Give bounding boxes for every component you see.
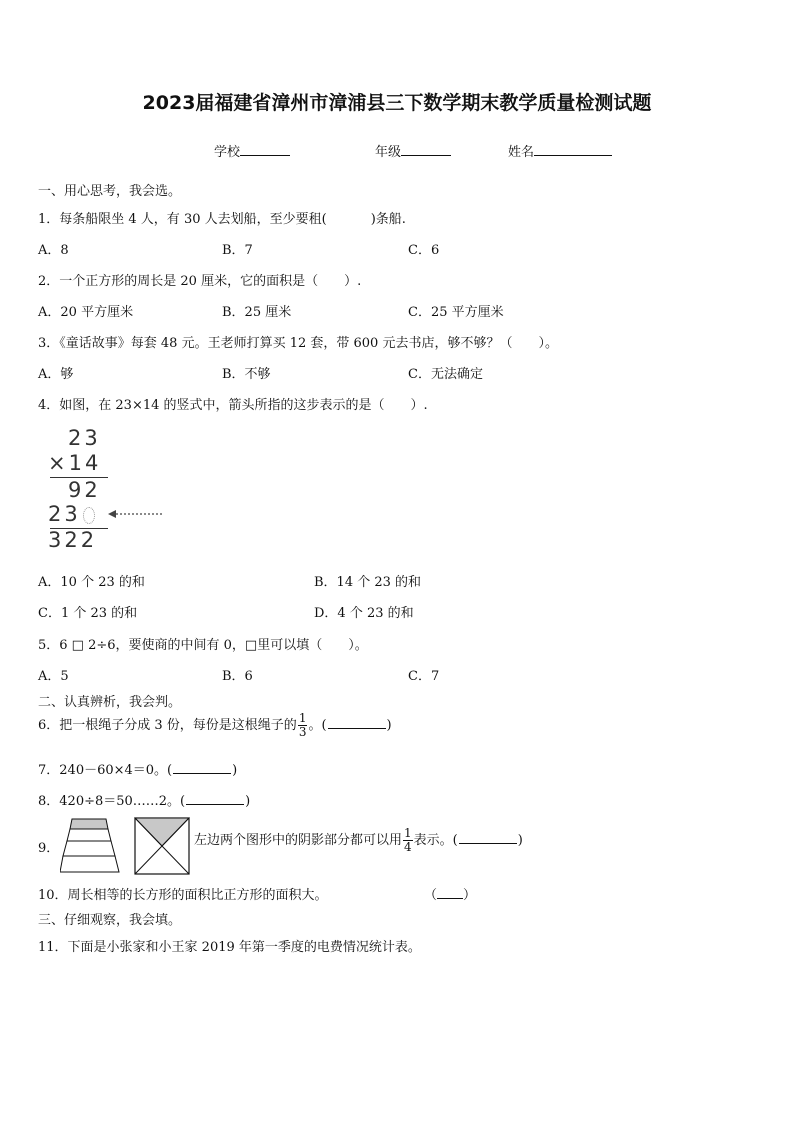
pointing-arrow-icon [108,508,164,520]
fraction-one-third: $\frac{1}{3}$ [298,711,307,739]
name-label: 姓名 [508,145,535,160]
calc-row-multiplicand: 23 [68,426,101,450]
question-6-answer-blank[interactable] [328,716,386,729]
grade-label: 年级 [375,145,402,160]
question-11-text: 11．下面是小张家和小王家 2019 年第一季度的电费情况统计表。 [38,940,421,955]
question-10-answer-blank[interactable] [437,886,463,899]
question-6: 6．把一根绳子分成 3 份，每份是这根绳子的 $\frac{1}{3}$ 。( ) [38,711,392,739]
q4-option-c[interactable]: C．1 个 23 的和 [38,606,138,621]
question-1-text: 1．每条船限坐 4 人，有 30 人去划船，至少要租( [38,212,327,227]
calc-row-partial-2 [48,502,95,526]
q1-option-c[interactable]: C．6 [408,243,440,258]
q5-option-a[interactable]: A．5 [38,669,69,684]
q5-option-c[interactable]: C．7 [408,669,440,684]
calc-partial-2-digits: 23 [48,502,81,526]
question-8-text: 8．420÷8＝50……2。( [38,794,186,809]
question-2-text: 2．一个正方形的周长是 20 厘米，它的面积是（ ）. [38,274,362,289]
calc-row-product: 322 [48,528,98,552]
grade-field [375,141,451,160]
dotted-digit-placeholder [83,507,95,524]
grade-blank[interactable] [401,143,451,156]
question-7-text: 7．240－60×4＝0。( [38,763,173,778]
question-8: 8．420÷8＝50……2。( ) [38,794,251,809]
question-8-answer-blank[interactable] [186,792,244,805]
q5-option-b[interactable]: B．6 [222,669,253,684]
question-10-answer: （ ） [424,888,477,903]
question-9-label: 9． [38,841,60,856]
q3-option-b[interactable]: B．不够 [222,367,271,382]
q4-option-b[interactable]: B．14 个 23 的和 [314,575,422,590]
question-1 [38,208,406,227]
question-4-text: 4．如图，在 23×14 的竖式中，箭头所指的这步表示的是（ ）. [38,398,428,413]
question-6-text-end: 。( [308,718,327,733]
q4-option-a[interactable]: A．10 个 23 的和 [38,575,145,590]
question-7-answer-blank[interactable] [173,761,231,774]
question-9-text-end: 表示。( [413,833,458,848]
q2-option-c[interactable]: C．25 平方厘米 [408,305,504,320]
q3-option-c[interactable]: C．无法确定 [408,367,483,382]
trapezoid-figure [60,818,124,874]
school-label: 学校 [214,145,241,160]
name-blank[interactable] [534,143,612,156]
section-3-heading: 三、仔细观察，我会填。 [38,913,182,928]
vertical-multiplication-figure [44,424,174,554]
section-2-heading: 二、认真辨析，我会判。 [38,695,182,710]
q2-option-b[interactable]: B．25 厘米 [222,305,292,320]
question-7: 7．240－60×4＝0。( ) [38,763,238,778]
question-9-answer-blank[interactable] [459,831,517,844]
question-10-text: 10．周长相等的长方形的面积比正方形的面积大。 [38,888,328,903]
calc-row-partial-1: 92 [68,478,101,502]
page-title: 2023届福建省漳州市漳浦县三下数学期末教学质量检测试题 [142,92,652,114]
section-1-heading: 一、用心思考，我会选。 [38,184,182,199]
name-field [508,141,612,160]
school-field [214,141,290,160]
question-9: 左边两个图形中的阴影部分都可以用 $\frac{1}{4}$ 表示。( ) [194,826,523,854]
q2-option-a[interactable]: A．20 平方厘米 [38,305,134,320]
fraction-one-quarter: $\frac{1}{4}$ [404,826,412,854]
school-blank[interactable] [240,143,290,156]
question-9-text: 左边两个图形中的阴影部分都可以用 [194,833,403,848]
square-diagonals-figure [134,817,190,875]
question-3-text: 3．《童话故事》每套 48 元。王老师打算买 12 套，带 600 元去书店，够不够？（ ）。 [38,336,558,351]
q3-option-a[interactable]: A．够 [38,367,74,382]
question-1-text-end: )条船. [370,212,406,227]
calc-row-multiplier: ×14 [48,451,102,475]
question-5-text: 5．6 □ 2÷6，要使商的中间有 0，□里可以填（ ）。 [38,638,368,653]
q1-option-b[interactable]: B．7 [222,243,253,258]
question-6-text: 6．把一根绳子分成 3 份，每份是这根绳子的 [38,718,297,733]
q4-option-d[interactable]: D．4 个 23 的和 [314,606,414,621]
q1-option-a[interactable]: A．8 [38,243,69,258]
